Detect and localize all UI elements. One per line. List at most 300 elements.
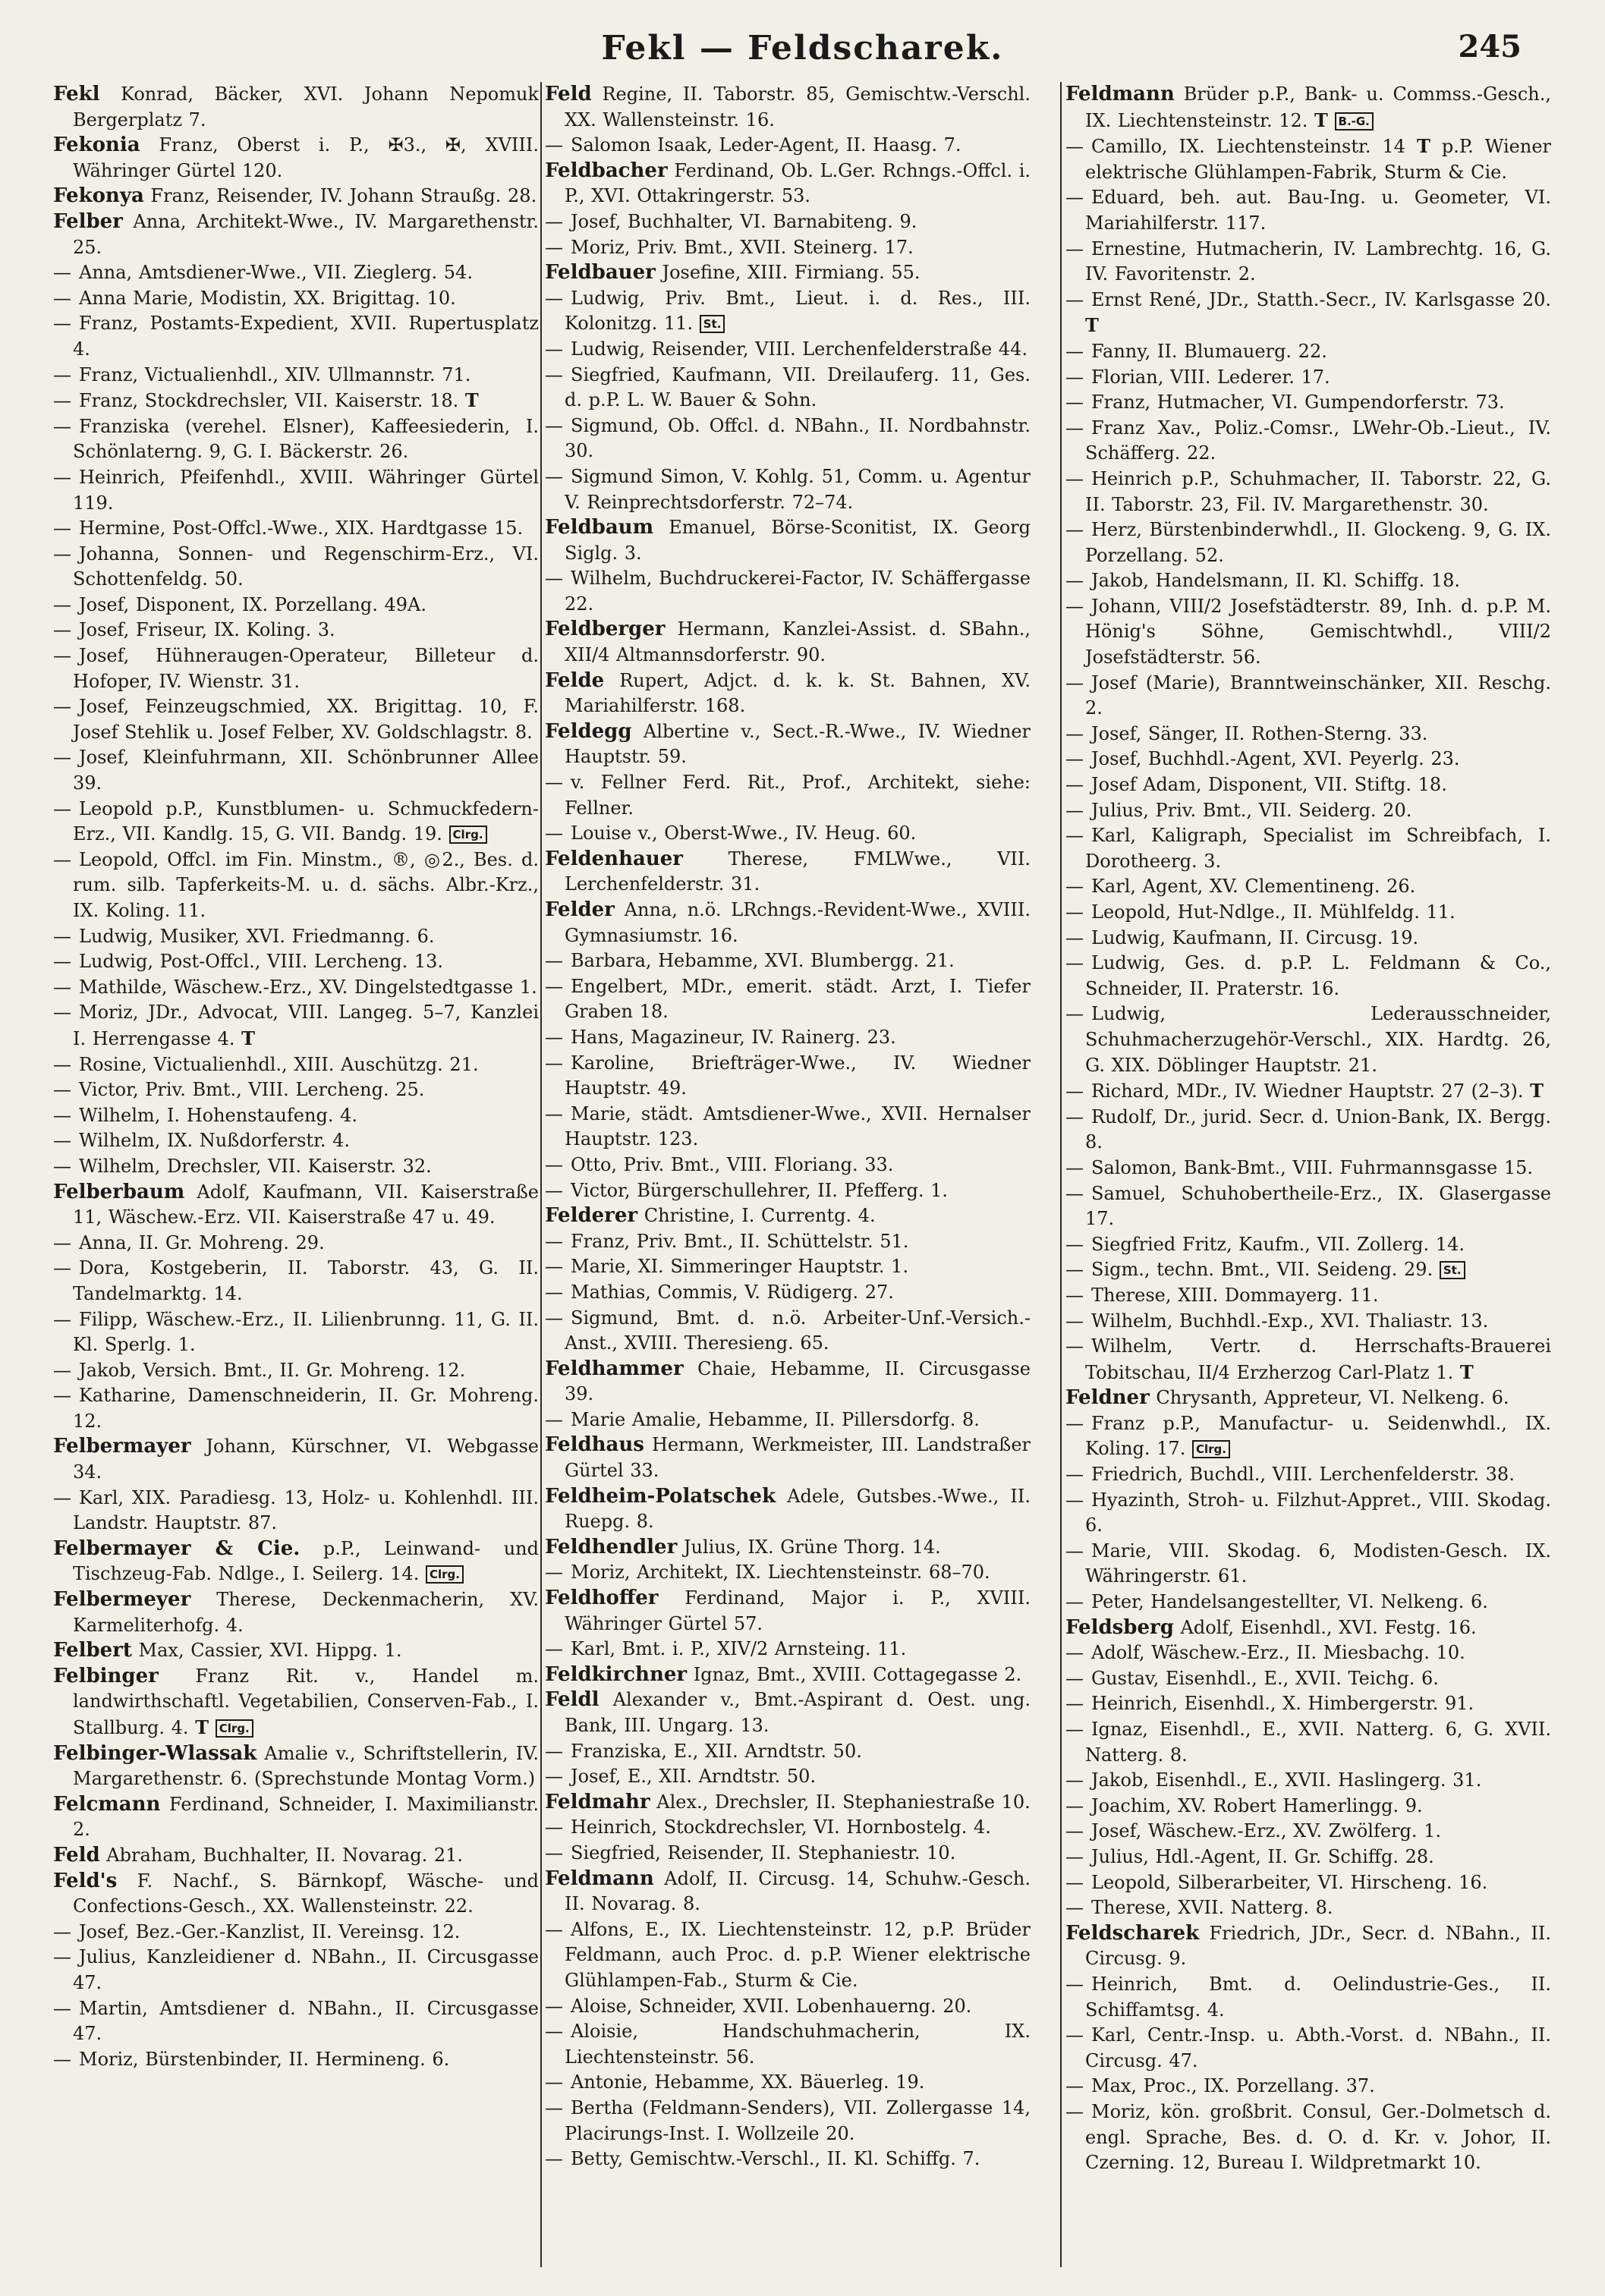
entry-text: Wilhelm, IX. Nußdorferstr. 4. — [79, 1130, 351, 1152]
entry-dash: — — [1065, 825, 1084, 847]
entry-text: Jakob, Versich. Bmt., II. Gr. Mohreng. 12. — [79, 1359, 466, 1381]
directory-entry — [1065, 1972, 1551, 2023]
entry-text-continued: p.P. Wiener elektrische Glühlampen-Fabrik, Sturm & Cie. — [1085, 136, 1551, 183]
entry-dash: — — [53, 1079, 71, 1101]
entry-dash: — — [1065, 1820, 1084, 1842]
entry-surname: Feldhammer — [545, 1357, 684, 1380]
entry-text: Richard, MDr., IV. Wiedner Hauptstr. 27 (2–3). — [1091, 1080, 1524, 1102]
entry-dash: — — [1065, 1845, 1084, 1867]
directory-entry — [1065, 237, 1551, 288]
entry-dash: — — [545, 1408, 563, 1430]
entry-text: Josef, Buchhalter, VI. Barnabiteng. 9. — [571, 210, 917, 232]
entry-surname: Feldl — [545, 1688, 600, 1712]
directory-entry — [53, 82, 539, 133]
directory-entry — [1065, 82, 1551, 134]
directory-entry — [545, 668, 1031, 719]
directory-entry — [1065, 1002, 1551, 1078]
entry-surname: Felbinger-Wlassak — [53, 1741, 257, 1765]
directory-entry — [1065, 1870, 1551, 1896]
entry-dash: — — [545, 210, 563, 232]
entry-text: Marie, XI. Simmeringer Hauptstr. 1. — [571, 1256, 909, 1278]
directory-entry — [53, 363, 539, 388]
directory-entry — [1065, 517, 1551, 568]
boxed-badge: St. — [1440, 1261, 1465, 1279]
entry-dash: — — [53, 262, 71, 284]
entry-dash: — — [1065, 595, 1084, 617]
entry-text: Mathilde, Wäschew.-Erz., XV. Dingelstedtgasse 1. — [79, 976, 537, 998]
entry-dash: — — [53, 287, 71, 309]
entry-dash: — — [53, 1385, 71, 1407]
directory-entry — [545, 1203, 1031, 1229]
directory-entry — [1065, 1385, 1551, 1411]
entry-text: Johanna, Sonnen- und Regenschirm-Erz., VI. Schottenfeldg. 50. — [73, 543, 539, 590]
entry-surname: Felde — [545, 668, 605, 692]
entry-text: Hermine, Post-Offcl.-Wwe., XIX. Hardtgasse 15. — [79, 517, 524, 539]
entry-text: Emanuel, Börse-Sconitist, IX. Georg Siglg. 3. — [565, 517, 1031, 564]
entry-text: Anna, Amtsdiener-Wwe., VII. Zieglerg. 54. — [79, 262, 473, 284]
directory-entry — [53, 1358, 539, 1384]
entry-dash: — — [545, 950, 563, 972]
directory-entry — [545, 464, 1031, 515]
directory-entry — [545, 1178, 1031, 1204]
entry-dash: — — [1065, 1973, 1084, 1995]
directory-entry — [1065, 339, 1551, 365]
entry-surname: Feldhaus — [545, 1433, 644, 1457]
directory-entry — [545, 1815, 1031, 1841]
entry-text: Victor, Priv. Bmt., VIII. Lercheng. 25. — [79, 1079, 425, 1101]
entry-text: Karl, Bmt. i. P., XIV/2 Arnsteing. 11. — [571, 1638, 907, 1660]
entry-dash: — — [1065, 722, 1084, 744]
entry-text: Samuel, Schuhobertheile-Erz., IX. Glasergasse 17. — [1085, 1182, 1551, 1230]
entry-text: Sigmund, Ob. Offcl. d. NBahn., II. Nordbahnstr. 30. — [565, 414, 1031, 462]
directory-entry — [53, 209, 539, 260]
entry-text: Julius, Priv. Bmt., VII. Seiderg. 20. — [1091, 799, 1412, 821]
entry-dash: — — [545, 2096, 563, 2118]
entry-text: Josef, Kleinfuhrmann, XII. Schönbrunner Allee 39. — [73, 747, 539, 794]
directory-entry — [545, 566, 1031, 617]
entry-text: Josef, Hühneraugen-Operateur, Billeteur d. Hofoper, IV. Wienstr. 31. — [73, 645, 539, 692]
directory-entry — [1065, 1921, 1551, 1972]
entry-dash: — — [1065, 1106, 1084, 1128]
directory-entry — [1065, 1845, 1551, 1870]
entry-dash: — — [545, 1307, 563, 1329]
directory-entry — [1065, 1666, 1551, 1692]
entry-dash: — — [53, 1053, 71, 1075]
entry-dash: — — [1065, 1259, 1084, 1281]
entry-dash: — — [1065, 774, 1084, 796]
entry-dash: — — [1065, 672, 1084, 694]
entry-text: Wilhelm, I. Hohenstaufeng. 4. — [79, 1104, 357, 1126]
entry-text: Adolf, Kaufmann, VII. Kaiserstraße 11, Wäschew.-Erz. VII. Kaiserstraße 47 u. 49. — [73, 1181, 539, 1228]
directory-entry — [545, 1790, 1031, 1816]
entry-dash: — — [53, 415, 71, 437]
directory-entry — [53, 1843, 539, 1869]
entry-text: Katharine, Damenschneiderin, II. Gr. Mohreng. 12. — [73, 1385, 539, 1432]
entry-text: Friedrich, JDr., Secr. d. NBahn., II. Circusg. 9. — [1085, 1922, 1551, 1970]
entry-dash: — — [1065, 237, 1084, 259]
boxed-badge: Clrg. — [216, 1719, 253, 1738]
entry-text: Josef, Disponent, IX. Porzellang. 49A. — [79, 593, 426, 615]
directory-entry — [1065, 1105, 1551, 1156]
directory-entry — [1065, 1232, 1551, 1258]
entry-text: Adolf, II. Circusg. 14, Schuhw.-Gesch. II. Novarag. 8. — [565, 1867, 1031, 1915]
directory-entry — [53, 848, 539, 924]
directory-entry — [1065, 823, 1551, 874]
directory-entry — [53, 1307, 539, 1358]
directory-entry — [1065, 1539, 1551, 1590]
directory-entry — [1065, 874, 1551, 900]
entry-dash: — — [1065, 1769, 1084, 1791]
directory-entry — [53, 618, 539, 643]
entry-text: Karl, XIX. Paradiesg. 13, Holz- u. Kohlenhdl. III. Landstr. Hauptstr. 87. — [73, 1486, 539, 1534]
entry-text: Salomon, Bank-Bmt., VIII. Fuhrmannsgasse 15. — [1091, 1156, 1534, 1178]
entry-dash: — — [1065, 187, 1084, 209]
entry-text: Therese, Deckenmacherin, XV. Karmeliterhofg. 4. — [73, 1589, 539, 1636]
directory-entry — [53, 1154, 539, 1180]
entry-text: Karl, Agent, XV. Clementineng. 26. — [1091, 876, 1416, 898]
entry-text: Siegfried Fritz, Kaufm., VII. Zollerg. 14. — [1091, 1233, 1465, 1255]
entry-dash: — — [53, 1946, 71, 1968]
entry-dash: — — [1065, 1897, 1084, 1919]
directory-entry — [1065, 951, 1551, 1002]
directory-entry — [545, 1764, 1031, 1790]
entry-text: Camillo, IX. Liechtensteinstr. 14 — [1091, 136, 1405, 158]
directory-entry — [53, 1434, 539, 1485]
entry-dash: — — [53, 517, 71, 539]
entry-text: Rupert, Adjct. d. k. k. St. Bahnen, XV. Mariahilferstr. 168. — [565, 669, 1031, 717]
entry-dash: — — [1065, 467, 1084, 489]
entry-dash: — — [1065, 901, 1084, 923]
entry-text: Moriz, kön. großbrit. Consul, Ger.-Dolmetsch d. engl. Sprache, Bes. d. O. d. Kr. v. Johor, II. Czerning. 12, Bureau I. Wildpretmarkt 10. — [1085, 2100, 1551, 2174]
entry-text: Victor, Bürgerschullehrer, II. Pfefferg. 1. — [571, 1179, 948, 1201]
directory-entry — [53, 643, 539, 694]
entry-dash: — — [545, 1026, 563, 1048]
entry-text: Josef, Buchhdl.-Agent, XVI. Peyerlg. 23. — [1091, 748, 1460, 770]
directory-entry — [1065, 671, 1551, 722]
entry-text: Ernst René, JDr., Statth.-Secr., IV. Karlsgasse 20. — [1091, 288, 1551, 310]
entry-text: Jakob, Handelsmann, II. Kl. Schiffg. 18. — [1091, 570, 1460, 592]
directory-entry — [53, 311, 539, 362]
entry-dash: — — [1065, 570, 1084, 592]
entry-text: Peter, Handelsangestellter, VI. Nelkeng. 6. — [1091, 1591, 1488, 1613]
directory-entry — [545, 1841, 1031, 1867]
entry-text: Adele, Gutsbes.-Wwe., II. Ruepg. 8. — [565, 1485, 1031, 1533]
entry-dash: — — [53, 1997, 71, 2019]
entry-text: Sigmund, Bmt. d. n.ö. Arbeiter-Unf.-Versich.-Anst., XVIII. Theresieng. 65. — [565, 1307, 1031, 1354]
entry-text: v. Fellner Ferd. Rit., Prof., Architekt, siehe: Fellner. — [565, 772, 1031, 819]
entry-text: Alex., Drechsler, II. Stephaniestraße 10. — [650, 1791, 1031, 1813]
directory-entry — [1065, 1078, 1551, 1105]
directory-entry — [53, 516, 539, 542]
boxed-badge: B.-G. — [1335, 112, 1374, 131]
entry-text: Albertine v., Sect.-R.-Wwe., IV. Wiedner Hauptstr. 59. — [565, 720, 1031, 768]
entry-dash: — — [545, 1179, 563, 1201]
entry-text: Josef, E., XII. Arndtstr. 50. — [571, 1766, 817, 1788]
directory-entry — [1065, 1794, 1551, 1820]
entry-text: Max, Proc., IX. Porzellang. 37. — [1091, 2075, 1375, 2097]
entry-dash: — — [1065, 1667, 1084, 1689]
directory-entry — [545, 719, 1031, 770]
entry-dash: — — [53, 1130, 71, 1152]
entry-surname: Felbermayer & Cie. — [53, 1536, 301, 1560]
directory-entry — [545, 235, 1031, 261]
entry-dash: — — [545, 1052, 563, 1074]
directory-entry — [1065, 288, 1551, 339]
entry-text: Marie, städt. Amtsdiener-Wwe., XVII. Hernalser Hauptstr. 123. — [565, 1102, 1031, 1150]
entry-dash: — — [545, 1766, 563, 1788]
directory-entry — [53, 465, 539, 516]
entry-text: Josef, Feinzeugschmied, XX. Brigittag. 10, F. Josef Stehlik u. Josef Felber, XV. Goldschlagstr. 8. — [73, 696, 539, 743]
entry-text: Franz, Stockdrechsler, VII. Kaiserstr. 18. — [79, 390, 459, 412]
entry-text: Franz, Oberst i. P., ✠3., ✠, XVIII. Währinger Gürtel 120. — [73, 134, 539, 181]
entry-surname: Felberbaum — [53, 1180, 185, 1203]
directory-entry — [53, 542, 539, 593]
entry-text: Franziska, E., XII. Arndtstr. 50. — [571, 1740, 862, 1762]
directory-entry — [53, 1383, 539, 1434]
directory-entry — [1065, 1309, 1551, 1335]
entry-dash: — — [1065, 2024, 1084, 2046]
column-right — [1065, 82, 1551, 2267]
entry-text: Heinrich, Pfeifenhdl., XVIII. Währinger Gürtel 119. — [73, 466, 539, 514]
entry-text: Antonie, Hebamme, XX. Bäuerleg. 19. — [571, 2071, 925, 2093]
entry-text: Ferdinand, Ob. L.Ger. Rchngs.-Offcl. i. P., XVI. Ottakringerstr. 53. — [565, 159, 1031, 207]
directory-entry — [545, 1306, 1031, 1357]
directory-entry — [545, 847, 1031, 898]
directory-entry — [1065, 2074, 1551, 2099]
entry-text: Ludwig, Priv. Bmt., Lieut. i. d. Res., III. Kolonitzg. 11. — [565, 287, 1031, 335]
entry-dash: — — [53, 593, 71, 615]
directory-entry — [1065, 1283, 1551, 1309]
directory-entry — [53, 1869, 539, 1920]
directory-entry — [1065, 1819, 1551, 1845]
directory-entry — [53, 1180, 539, 1231]
entry-dash: — — [53, 1359, 71, 1381]
entry-dash: — — [1065, 2100, 1084, 2122]
directory-entry — [1065, 1691, 1551, 1717]
entry-surname: Felder — [545, 898, 615, 921]
entry-text: Hermann, Kanzlei-Assist. d. SBahn., XII/4 Altmannsdorferstr. 90. — [565, 618, 1031, 666]
entry-dash: — — [1065, 2075, 1084, 2097]
directory-entry — [1065, 185, 1551, 236]
entry-text: Hans, Magazineur, IV. Rainerg. 23. — [571, 1026, 896, 1048]
telephone-mark: T — [1416, 135, 1430, 158]
directory-entry — [53, 133, 539, 184]
entry-dash: — — [545, 338, 563, 360]
entry-text: Sigm., techn. Bmt., VII. Seideng. 29. — [1091, 1259, 1433, 1281]
entry-dash: — — [545, 2021, 563, 2043]
entry-text: Franz Xav., Poliz.-Comsr., LWehr-Ob.-Lieut., IV. Schäfferg. 22. — [1085, 417, 1551, 464]
directory-entry — [545, 1917, 1031, 1994]
entry-dash: — — [1065, 1871, 1084, 1893]
entry-text: Chaie, Hebamme, II. Circusgasse 39. — [565, 1357, 1031, 1405]
directory-entry — [1065, 2099, 1551, 2176]
directory-entry — [1065, 1462, 1551, 1488]
entry-text: Karl, Centr.-Insp. u. Abth.-Vorst. d. NBahn., II. Circusg. 47. — [1085, 2024, 1551, 2071]
boxed-badge: Clrg. — [449, 826, 487, 844]
entry-text: Ludwig, Lederausschneider, Schuhmacherzugehör-Verschl., XIX. Hardtg. 26, G. XIX. Döblinger Hauptstr. 21. — [1085, 1003, 1551, 1076]
telephone-mark: T — [464, 389, 479, 412]
entry-surname: Feldsberg — [1065, 1615, 1174, 1639]
entry-text: Moriz, Priv. Bmt., XVII. Steinerg. 17. — [571, 236, 914, 258]
entry-surname: Feldheim-Polatschek — [545, 1484, 776, 1508]
directory-entry — [1065, 1156, 1551, 1181]
entry-dash: — — [545, 2148, 563, 2170]
entry-text: Ferdinand, Major i. P., XVIII. Währinger Gürtel 57. — [565, 1587, 1031, 1634]
entry-text: Heinrich, Stockdrechsler, VI. Hornbostelg. 4. — [571, 1816, 991, 1838]
directory-entry — [545, 515, 1031, 566]
entry-dash: — — [1065, 417, 1084, 439]
entry-dash: — — [1065, 519, 1084, 541]
entry-text: Anna Marie, Modistin, XX. Brigittag. 10. — [79, 287, 456, 309]
entry-text: Leopold, Offcl. im Fin. Minstm., ®, ◎2., Bes. d. rum. silb. Tapferkeits-M. u. d. sächs. Albr.-Krz., IX. Koling. 11. — [73, 848, 539, 921]
entry-dash: — — [1065, 288, 1084, 310]
entry-text: Herz, Bürstenbinderwhdl., II. Glockeng. 9, G. IX. Porzellang. 52. — [1085, 519, 1551, 566]
entry-text: Ludwig, Musiker, XVI. Friedmanng. 6. — [79, 925, 435, 947]
entry-dash: — — [1065, 1080, 1084, 1102]
telephone-mark: T — [195, 1716, 209, 1738]
entry-text: Florian, VIII. Lederer. 17. — [1091, 366, 1330, 388]
entry-text: Joachim, XV. Robert Hamerlingg. 9. — [1091, 1794, 1423, 1816]
entry-dash: — — [1065, 392, 1084, 414]
entry-text: Therese, XVII. Natterg. 8. — [1091, 1897, 1333, 1919]
entry-dash: — — [545, 1638, 563, 1660]
directory-entry — [545, 1687, 1031, 1738]
entry-text: Heinrich p.P., Schuhmacher, II. Taborstr. 22, G. II. Taborstr. 23, Fil. IV. Margarethenstr. 30. — [1085, 467, 1551, 515]
directory-entry — [545, 337, 1031, 363]
directory-entry — [545, 209, 1031, 235]
entry-dash: — — [545, 772, 563, 794]
directory-entry — [53, 1103, 539, 1129]
entry-text: Louise v., Oberst-Wwe., IV. Heug. 60. — [571, 822, 917, 844]
entry-text: Konrad, Bäcker, XVI. Johann Nepomuk Bergerplatz 7. — [73, 83, 539, 131]
directory-entry — [53, 286, 539, 312]
directory-entry — [545, 414, 1031, 464]
entry-text: Abraham, Buchhalter, II. Novarag. 21. — [99, 1844, 464, 1866]
entry-dash: — — [1065, 1284, 1084, 1306]
entry-text: Aloise, Schneider, XVII. Lobenhauerng. 20. — [571, 1995, 972, 2017]
directory-entry — [545, 1254, 1031, 1280]
directory-entry — [1065, 747, 1551, 772]
boxed-badge: St. — [700, 315, 725, 333]
entry-text: Julius, Hdl.-Agent, II. Gr. Schiffg. 28. — [1091, 1845, 1434, 1867]
directory-entry — [53, 1486, 539, 1536]
entry-text: Hyazinth, Stroh- u. Filzhut-Appret., VIII. Skodag. 6. — [1085, 1489, 1551, 1536]
entry-surname: Feldenhauer — [545, 847, 683, 870]
column-rule — [1060, 82, 1062, 2267]
entry-text: Salomon Isaak, Leder-Agent, II. Haasg. 7. — [571, 134, 961, 156]
directory-entry — [53, 1792, 539, 1843]
page-header — [0, 23, 1605, 76]
entry-text: Josef, Sänger, II. Rothen-Sterng. 33. — [1091, 722, 1428, 744]
directory-entry — [53, 1128, 539, 1154]
entry-dash: — — [53, 747, 71, 769]
directory-entry — [545, 1051, 1031, 1102]
directory-entry — [1065, 1257, 1551, 1283]
directory-entry — [545, 974, 1031, 1025]
directory-entry — [545, 821, 1031, 847]
entry-text: Adolf, Wäschew.-Erz., II. Miesbachg. 10. — [1091, 1642, 1465, 1664]
entry-text: Ludwig, Post-Offcl., VIII. Lercheng. 13. — [79, 951, 444, 973]
directory-entry — [545, 1484, 1031, 1535]
entry-text: Leopold, Hut-Ndlge., II. Mühlfeldg. 11. — [1091, 901, 1456, 923]
directory-entry — [545, 2019, 1031, 2070]
entry-text: Marie Amalie, Hebamme, II. Pillersdorfg. 8. — [571, 1408, 980, 1430]
entry-text: Ignaz, Bmt., XVIII. Cottagegasse 2. — [687, 1663, 1022, 1685]
directory-entry — [53, 593, 539, 618]
entry-dash: — — [53, 313, 71, 335]
directory-entry — [1065, 416, 1551, 467]
entry-text: Therese, XIII. Dommayerg. 11. — [1091, 1284, 1379, 1306]
entry-text: Heinrich, Bmt. d. Oelindustrie-Ges., II. Schiffamtsg. 4. — [1085, 1973, 1551, 2021]
entry-dash: — — [545, 2071, 563, 2093]
entry-text: Anna, n.ö. LRchngs.-Revident-Wwe., XVIII. Gymnasiumstr. 16. — [565, 899, 1031, 946]
directory-entry — [545, 1280, 1031, 1306]
entry-surname: Feldhendler — [545, 1535, 678, 1558]
entry-text: Franz Rit. v., Handel m. landwirthschaftl. Vegetabilien, Conserven-Fab., I. Stallburg. 4. — [73, 1665, 539, 1738]
directory-entry — [53, 184, 539, 209]
entry-text: Anna, Architekt-Wwe., IV. Margarethenstr. 25. — [73, 210, 539, 258]
directory-entry — [1065, 2023, 1551, 2074]
entry-dash: — — [545, 287, 563, 309]
directory-entry — [1065, 1615, 1551, 1641]
entry-text: Josef, Friseur, IX. Koling. 3. — [79, 619, 335, 641]
entry-dash: — — [1065, 1233, 1084, 1255]
entry-dash: — — [545, 1816, 563, 1838]
entry-dash: — — [53, 466, 71, 488]
entry-text: Gustav, Eisenhdl., E., XVII. Teichg. 6. — [1091, 1667, 1439, 1689]
entry-text: Franziska (verehel. Elsner), Kaffeesiederin, I. Schönlaterng. 9, G. I. Bäckerstr. 26. — [73, 415, 539, 463]
directory-entry — [545, 770, 1031, 821]
entry-dash: — — [53, 696, 71, 718]
telephone-mark: T — [1459, 1360, 1474, 1383]
entry-text: Franz, Priv. Bmt., II. Schüttelstr. 51. — [571, 1230, 909, 1252]
entry-dash: — — [1065, 926, 1084, 948]
entry-text: p.P., Leinwand- und Tischzeug-Fab. Ndlge., I. Seilerg. 14. — [73, 1537, 539, 1585]
entry-text: Anna, II. Gr. Mohreng. 29. — [79, 1231, 325, 1253]
entry-text: Josef Adam, Disponent, VII. Stiftg. 18. — [1091, 774, 1447, 796]
entry-dash: — — [545, 236, 563, 258]
directory-entry — [545, 1994, 1031, 2020]
entry-surname: Feldberger — [545, 618, 666, 641]
entry-surname: Feldbaum — [545, 516, 654, 539]
directory-entry — [53, 414, 539, 465]
directory-entry — [545, 159, 1031, 209]
entry-text: F. Nachf., S. Bärnkopf, Wäsche- und Confections-Gesch., XX. Wallensteinstr. 22. — [73, 1870, 539, 1917]
directory-entry — [1065, 134, 1551, 185]
entry-text: Franz, Hutmacher, VI. Gumpendorferstr. 73. — [1091, 392, 1505, 414]
entry-text: Johann, VIII/2 Josefstädterstr. 89, Inh. d. p.P. M. Hönig's Söhne, Gemischtwhdl., VIII/2 Josefstädterstr. 56. — [1085, 595, 1551, 668]
entry-dash: — — [1065, 1794, 1084, 1816]
entry-text: Otto, Priv. Bmt., VIII. Floriang. 33. — [571, 1153, 894, 1175]
entry-dash: — — [1065, 1464, 1084, 1486]
directory-entry — [1065, 798, 1551, 824]
entry-dash: — — [545, 1740, 563, 1762]
entry-surname: Feldbacher — [545, 159, 668, 182]
entry-text: Mathias, Commis, V. Rüdigerg. 27. — [571, 1281, 894, 1303]
directory-entry — [53, 1256, 539, 1307]
entry-dash: — — [1065, 1591, 1084, 1613]
entry-text: Franz, Postamts-Expedient, XVII. Rupertusplatz 4. — [73, 313, 539, 360]
entry-surname: Felber — [53, 209, 123, 233]
entry-dash: — — [53, 543, 71, 565]
directory-entry — [545, 1407, 1031, 1433]
directory-entry — [545, 82, 1031, 133]
entry-dash: — — [545, 414, 563, 436]
directory-entry — [545, 1433, 1031, 1483]
entry-text: Jakob, Eisenhdl., E., XVII. Haslingerg. 31. — [1091, 1769, 1482, 1791]
entry-dash: — — [1065, 1182, 1084, 1204]
boxed-badge: Clrg. — [1192, 1440, 1230, 1458]
